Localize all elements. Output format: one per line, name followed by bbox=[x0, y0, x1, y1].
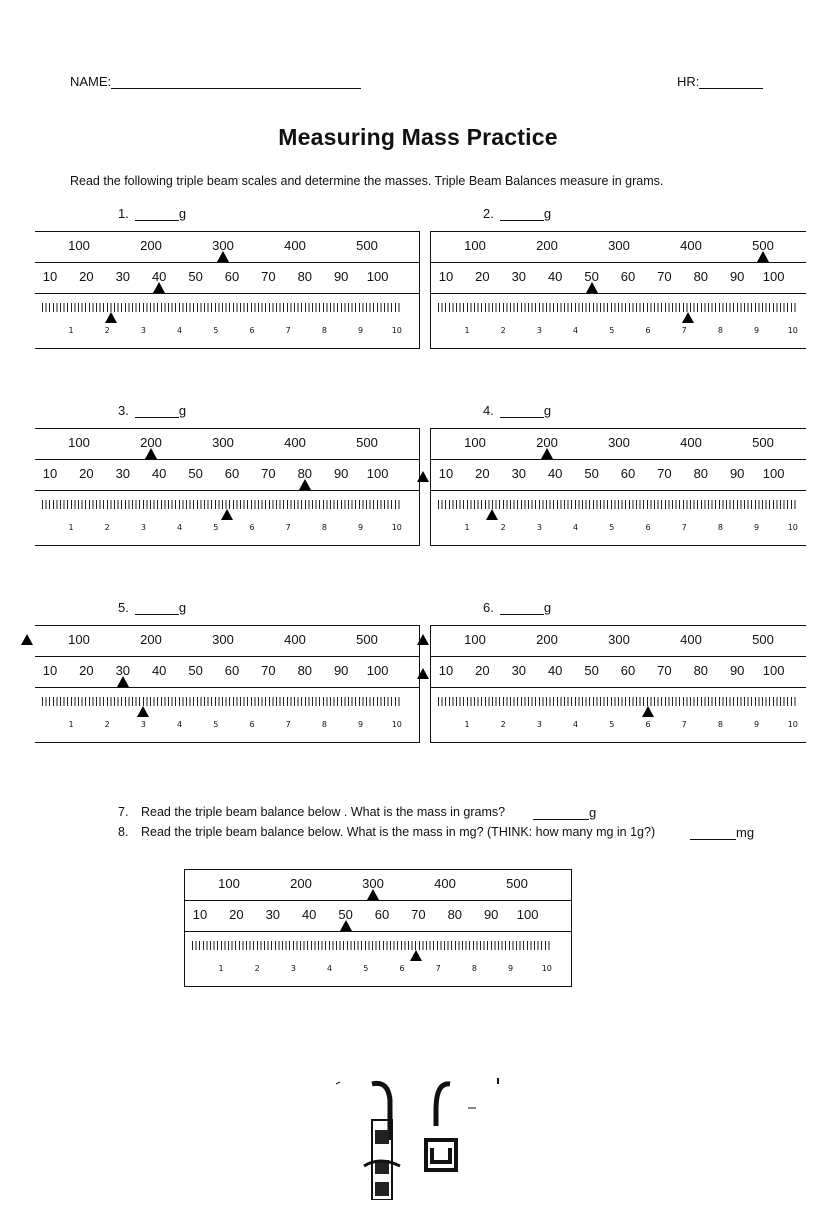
hundreds-label: 200 bbox=[140, 632, 162, 647]
tens-label: 90 bbox=[729, 663, 745, 678]
hundreds-label: 300 bbox=[362, 876, 384, 891]
answer-blank-8[interactable] bbox=[690, 827, 736, 840]
ones-label: 7 bbox=[681, 523, 687, 532]
hundreds-rider[interactable] bbox=[217, 251, 229, 262]
problem-6-label: 6. g bbox=[483, 600, 552, 615]
tens-label: 100 bbox=[366, 269, 389, 284]
ones-label: 3 bbox=[290, 964, 296, 973]
ones-rider[interactable] bbox=[682, 312, 694, 323]
tens-label: 70 bbox=[261, 466, 276, 481]
tens-label: 20 bbox=[475, 269, 490, 284]
tens-label: 80 bbox=[297, 269, 313, 284]
tens-label: 90 bbox=[333, 466, 349, 481]
hundreds-label: 200 bbox=[536, 238, 558, 253]
ones-label: 10 bbox=[391, 720, 402, 729]
triple-beam-scale-1 bbox=[35, 231, 420, 349]
hundreds-rider[interactable] bbox=[417, 634, 429, 645]
ones-label: 5 bbox=[213, 720, 219, 729]
ones-label: 9 bbox=[754, 720, 760, 729]
hr-label: HR: bbox=[677, 74, 700, 89]
tens-label: 60 bbox=[224, 466, 240, 481]
tens-label: 30 bbox=[115, 466, 131, 481]
hr-blank[interactable] bbox=[699, 76, 763, 89]
hundreds-label: 400 bbox=[680, 435, 702, 450]
ones-label: 2 bbox=[254, 964, 260, 973]
ones-label: 1 bbox=[464, 326, 470, 335]
ones-label: 2 bbox=[104, 326, 110, 335]
ones-label: 2 bbox=[104, 523, 110, 532]
hundreds-label: 100 bbox=[68, 238, 90, 253]
triple-beam-scale-3 bbox=[35, 428, 420, 546]
hundreds-label: 300 bbox=[608, 238, 630, 253]
ones-label: 9 bbox=[508, 964, 514, 973]
hundreds-label: 200 bbox=[536, 435, 558, 450]
ones-label: 6 bbox=[249, 523, 255, 532]
question-8: 8. Read the triple beam balance below. What is the mass in mg? (THINK: how many mg in 1g?) bbox=[118, 825, 656, 839]
name-blank[interactable] bbox=[111, 76, 361, 89]
tens-label: 60 bbox=[224, 663, 240, 678]
hundreds-label: 300 bbox=[212, 238, 234, 253]
tens-label: 10 bbox=[438, 466, 454, 481]
tens-label: 20 bbox=[79, 269, 94, 284]
hundreds-label: 500 bbox=[356, 435, 378, 450]
problem-3-label: 3. g bbox=[118, 403, 187, 418]
ones-label: 8 bbox=[321, 523, 327, 532]
ones-label: 3 bbox=[536, 720, 542, 729]
tens-label: 30 bbox=[511, 663, 527, 678]
ones-beam-ticks bbox=[42, 303, 402, 312]
ones-label: 4 bbox=[573, 326, 579, 335]
hundreds-label: 500 bbox=[356, 632, 378, 647]
hundreds-label: 200 bbox=[536, 632, 558, 647]
ones-rider[interactable] bbox=[137, 706, 149, 717]
ones-label: 8 bbox=[471, 964, 477, 973]
hr-field[interactable] bbox=[677, 74, 763, 89]
tens-label: 100 bbox=[762, 466, 785, 481]
tens-label: 60 bbox=[374, 907, 390, 922]
hundreds-label: 100 bbox=[464, 238, 486, 253]
tens-label: 60 bbox=[224, 269, 240, 284]
tens-label: 10 bbox=[42, 269, 58, 284]
tens-rider[interactable] bbox=[340, 920, 352, 931]
tens-beam bbox=[431, 262, 806, 294]
ones-label: 5 bbox=[363, 964, 369, 973]
ones-label: 5 bbox=[609, 326, 615, 335]
ones-label: 2 bbox=[500, 523, 506, 532]
hundreds-beam bbox=[431, 626, 806, 657]
ones-label: 6 bbox=[399, 964, 405, 973]
tens-label: 100 bbox=[516, 907, 539, 922]
ones-label: 6 bbox=[249, 720, 255, 729]
tens-beam bbox=[35, 656, 419, 688]
instructions-text: Read the following triple beam scales and determine the masses. Triple Beam Balances measure in grams. bbox=[70, 174, 664, 188]
tens-label: 80 bbox=[693, 466, 709, 481]
ones-label: 7 bbox=[285, 326, 291, 335]
hundreds-label: 400 bbox=[284, 632, 306, 647]
tens-beam bbox=[431, 459, 806, 491]
ones-label: 9 bbox=[754, 326, 760, 335]
tens-label: 10 bbox=[438, 269, 454, 284]
ones-label: 4 bbox=[573, 720, 579, 729]
ones-rider[interactable] bbox=[410, 950, 422, 961]
ones-beam-ticks bbox=[42, 697, 402, 706]
tens-label: 50 bbox=[188, 466, 203, 481]
tens-label: 50 bbox=[188, 269, 203, 284]
ones-label: 4 bbox=[177, 523, 183, 532]
answer-blank-2[interactable] bbox=[500, 208, 544, 221]
tens-label: 10 bbox=[438, 663, 454, 678]
tens-beam bbox=[35, 262, 419, 294]
ones-label: 2 bbox=[500, 326, 506, 335]
ones-beam-ticks bbox=[438, 697, 798, 706]
answer-7-field[interactable]: g bbox=[533, 805, 596, 820]
question-7: 7. Read the triple beam balance below . What is the mass in grams? bbox=[118, 805, 506, 819]
tens-label: 40 bbox=[547, 269, 563, 284]
ones-label: 10 bbox=[787, 326, 798, 335]
ones-label: 8 bbox=[717, 326, 723, 335]
tens-label: 70 bbox=[657, 269, 672, 284]
tens-rider[interactable] bbox=[117, 676, 129, 687]
ones-label: 5 bbox=[609, 720, 615, 729]
triple-beam-scale-2 bbox=[430, 231, 806, 349]
ones-label: 2 bbox=[104, 720, 110, 729]
tens-label: 20 bbox=[475, 466, 490, 481]
hundreds-label: 300 bbox=[212, 632, 234, 647]
ones-label: 6 bbox=[645, 326, 651, 335]
tens-beam bbox=[35, 459, 419, 491]
hundreds-label: 100 bbox=[68, 632, 90, 647]
ones-label: 7 bbox=[435, 964, 441, 973]
problem-4-label: 4. g bbox=[483, 403, 552, 418]
answer-blank-3[interactable] bbox=[135, 405, 179, 418]
ones-label: 10 bbox=[541, 964, 552, 973]
ones-label: 10 bbox=[391, 523, 402, 532]
tens-label: 10 bbox=[42, 466, 58, 481]
problem-5-label: 5. g bbox=[118, 600, 187, 615]
ones-label: 4 bbox=[177, 720, 183, 729]
tens-label: 90 bbox=[333, 663, 349, 678]
tens-label: 100 bbox=[366, 663, 389, 678]
tens-label: 30 bbox=[265, 907, 281, 922]
hundreds-rider[interactable] bbox=[145, 448, 157, 459]
tens-label: 20 bbox=[475, 663, 490, 678]
ones-label: 4 bbox=[327, 964, 333, 973]
hundreds-rider[interactable] bbox=[367, 889, 379, 900]
tens-label: 100 bbox=[762, 663, 785, 678]
hundreds-label: 500 bbox=[356, 238, 378, 253]
tens-label: 100 bbox=[366, 466, 389, 481]
ones-rider[interactable] bbox=[642, 706, 654, 717]
ones-beam-ticks bbox=[438, 303, 798, 312]
ones-label: 8 bbox=[717, 720, 723, 729]
ones-label: 5 bbox=[213, 326, 219, 335]
clipart-fragment bbox=[300, 1070, 540, 1200]
ones-label: 8 bbox=[321, 326, 327, 335]
tens-label: 10 bbox=[192, 907, 208, 922]
ones-label: 7 bbox=[681, 326, 687, 335]
ones-label: 3 bbox=[536, 523, 542, 532]
triple-beam-scale-4 bbox=[430, 428, 806, 546]
ones-label: 10 bbox=[787, 720, 798, 729]
tens-label: 20 bbox=[229, 907, 244, 922]
ones-label: 8 bbox=[717, 523, 723, 532]
ones-beam-ticks bbox=[438, 500, 798, 509]
hundreds-beam bbox=[35, 626, 419, 657]
ones-label: 5 bbox=[609, 523, 615, 532]
ones-label: 6 bbox=[645, 523, 651, 532]
tens-label: 80 bbox=[693, 663, 709, 678]
tens-label: 80 bbox=[297, 466, 313, 481]
triple-beam-scale-6 bbox=[430, 625, 806, 743]
ones-label: 9 bbox=[358, 720, 364, 729]
ones-label: 4 bbox=[573, 523, 579, 532]
hundreds-label: 500 bbox=[752, 632, 774, 647]
tens-rider[interactable] bbox=[153, 282, 165, 293]
tens-label: 70 bbox=[261, 663, 276, 678]
ones-label: 1 bbox=[464, 720, 470, 729]
tens-label: 40 bbox=[547, 663, 563, 678]
ones-label: 9 bbox=[358, 523, 364, 532]
tens-label: 100 bbox=[762, 269, 785, 284]
tens-rider[interactable] bbox=[417, 471, 429, 482]
ones-label: 10 bbox=[391, 326, 402, 335]
tens-beam bbox=[185, 900, 571, 932]
triple-beam-scale-final bbox=[184, 869, 572, 987]
hundreds-label: 300 bbox=[608, 632, 630, 647]
hundreds-rider[interactable] bbox=[757, 251, 769, 262]
hundreds-label: 400 bbox=[284, 435, 306, 450]
answer-blank-7[interactable] bbox=[533, 807, 589, 820]
ones-label: 1 bbox=[218, 964, 224, 973]
ones-label: 1 bbox=[464, 523, 470, 532]
tens-label: 90 bbox=[483, 907, 499, 922]
tens-label: 90 bbox=[333, 269, 349, 284]
ones-label: 2 bbox=[500, 720, 506, 729]
tens-label: 80 bbox=[693, 269, 709, 284]
ones-label: 1 bbox=[68, 326, 74, 335]
tens-label: 60 bbox=[620, 269, 636, 284]
tens-label: 30 bbox=[115, 663, 131, 678]
hundreds-beam bbox=[431, 232, 806, 263]
ones-label: 7 bbox=[285, 720, 291, 729]
tens-label: 50 bbox=[584, 269, 599, 284]
tens-rider[interactable] bbox=[299, 479, 311, 490]
tens-label: 50 bbox=[584, 663, 599, 678]
hundreds-label: 400 bbox=[284, 238, 306, 253]
hundreds-label: 400 bbox=[680, 238, 702, 253]
ones-rider[interactable] bbox=[486, 509, 498, 520]
problem-2-label: 2. g bbox=[483, 206, 552, 221]
ones-label: 1 bbox=[68, 523, 74, 532]
ones-label: 7 bbox=[681, 720, 687, 729]
tens-label: 10 bbox=[42, 663, 58, 678]
ones-rider[interactable] bbox=[105, 312, 117, 323]
ones-label: 3 bbox=[140, 326, 146, 335]
ones-label: 8 bbox=[321, 720, 327, 729]
ones-label: 10 bbox=[787, 523, 798, 532]
page-title: Measuring Mass Practice bbox=[278, 124, 558, 150]
hundreds-beam bbox=[35, 429, 419, 460]
ones-beam-ticks bbox=[192, 941, 552, 950]
tens-label: 20 bbox=[79, 663, 94, 678]
tens-label: 80 bbox=[447, 907, 463, 922]
tens-label: 40 bbox=[301, 907, 317, 922]
ones-label: 6 bbox=[645, 720, 651, 729]
hundreds-label: 500 bbox=[752, 435, 774, 450]
ones-label: 9 bbox=[754, 523, 760, 532]
tens-label: 90 bbox=[729, 466, 745, 481]
tens-label: 40 bbox=[547, 466, 563, 481]
hundreds-label: 100 bbox=[464, 435, 486, 450]
tens-label: 50 bbox=[584, 466, 599, 481]
ones-label: 6 bbox=[249, 326, 255, 335]
tens-beam bbox=[431, 656, 806, 688]
ones-label: 4 bbox=[177, 326, 183, 335]
ones-label: 3 bbox=[140, 720, 146, 729]
hundreds-label: 500 bbox=[752, 238, 774, 253]
tens-label: 70 bbox=[657, 663, 672, 678]
tens-label: 70 bbox=[411, 907, 426, 922]
name-label: NAME: bbox=[70, 74, 112, 89]
tens-label: 80 bbox=[297, 663, 313, 678]
tens-label: 40 bbox=[151, 663, 167, 678]
hundreds-rider[interactable] bbox=[541, 448, 553, 459]
tens-label: 20 bbox=[79, 466, 94, 481]
answer-blank-4[interactable] bbox=[500, 405, 544, 418]
tens-label: 30 bbox=[511, 466, 527, 481]
tens-label: 40 bbox=[151, 269, 167, 284]
hundreds-rider[interactable] bbox=[21, 634, 33, 645]
tens-label: 90 bbox=[729, 269, 745, 284]
hundreds-label: 500 bbox=[506, 876, 528, 891]
tens-label: 60 bbox=[620, 663, 636, 678]
hundreds-label: 100 bbox=[464, 632, 486, 647]
ones-label: 1 bbox=[68, 720, 74, 729]
answer-blank-5[interactable] bbox=[135, 602, 179, 615]
tens-label: 50 bbox=[338, 907, 353, 922]
answer-8-field[interactable]: mg bbox=[690, 825, 754, 840]
triple-beam-scale-5 bbox=[35, 625, 420, 743]
tens-label: 40 bbox=[151, 466, 167, 481]
ones-beam-ticks bbox=[42, 500, 402, 509]
ones-label: 5 bbox=[213, 523, 219, 532]
tens-label: 30 bbox=[511, 269, 527, 284]
hundreds-label: 200 bbox=[140, 435, 162, 450]
ones-label: 9 bbox=[358, 326, 364, 335]
hundreds-label: 100 bbox=[68, 435, 90, 450]
hundreds-label: 200 bbox=[290, 876, 312, 891]
tens-rider[interactable] bbox=[417, 668, 429, 679]
tens-label: 60 bbox=[620, 466, 636, 481]
hundreds-label: 400 bbox=[680, 632, 702, 647]
ones-rider[interactable] bbox=[221, 509, 233, 520]
tens-label: 70 bbox=[261, 269, 276, 284]
ones-label: 7 bbox=[285, 523, 291, 532]
tens-label: 70 bbox=[657, 466, 672, 481]
tens-label: 30 bbox=[115, 269, 131, 284]
answer-blank-6[interactable] bbox=[500, 602, 544, 615]
name-field[interactable] bbox=[70, 74, 361, 89]
hundreds-label: 400 bbox=[434, 876, 456, 891]
tens-label: 50 bbox=[188, 663, 203, 678]
tens-rider[interactable] bbox=[586, 282, 598, 293]
hundreds-label: 300 bbox=[212, 435, 234, 450]
answer-blank-1[interactable] bbox=[135, 208, 179, 221]
problem-1-label: 1. g bbox=[118, 206, 187, 221]
ones-label: 3 bbox=[140, 523, 146, 532]
ones-label: 3 bbox=[536, 326, 542, 335]
hundreds-label: 300 bbox=[608, 435, 630, 450]
hundreds-beam bbox=[431, 429, 806, 460]
hundreds-label: 100 bbox=[218, 876, 240, 891]
hundreds-label: 200 bbox=[140, 238, 162, 253]
